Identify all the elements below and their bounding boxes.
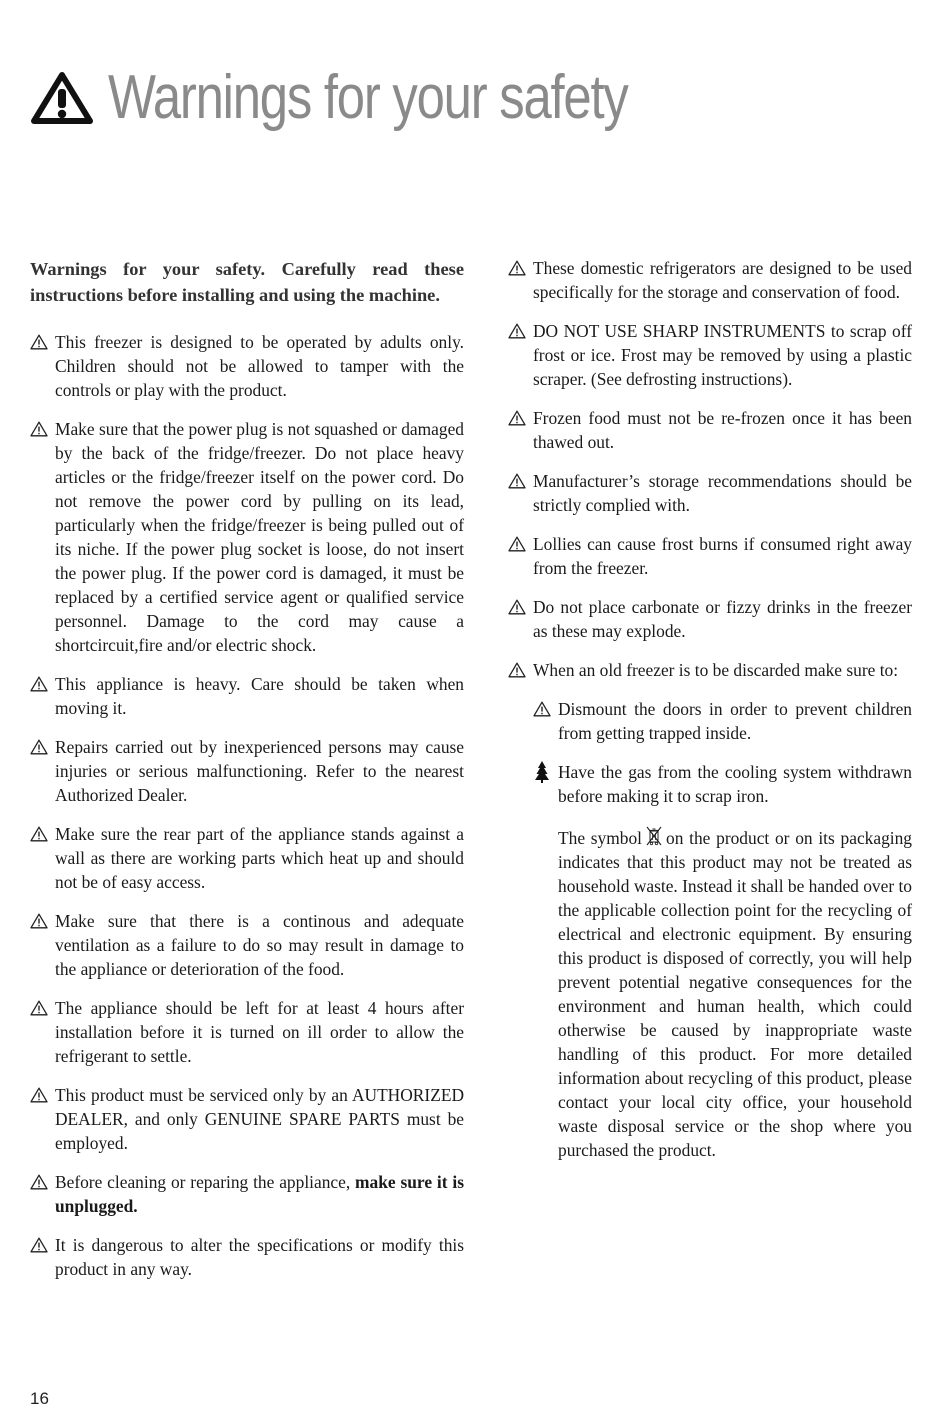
warning-text: This appliance is heavy. Care should be taken when moving it.: [55, 674, 464, 718]
page-number: 16: [30, 1389, 49, 1408]
disposal-note-text: on the product or on its packaging indicates that this product may not be treated as household waste. Instead it shall be handed over to the applicable collection point for the recycling of electrical and electronic equipment. By ensuring this product is disposed of correctly, you will help prevent potential negative consequences for the environment and human health, which could otherwise be caused by inappropriate waste handling of this product. For more detailed information about recycling of this product, please contact your local city office, your household waste disposal service or the shop where you purchased the product.: [558, 828, 913, 1160]
warning-item: [30, 672, 464, 720]
warning-text: Frozen food must not be re-frozen once it has been thawed out.: [533, 408, 912, 452]
warning-item: [30, 330, 464, 402]
sub-warning-item: [533, 760, 912, 808]
warning-triangle-icon: [508, 473, 526, 489]
warning-triangle-icon: [30, 421, 48, 437]
tree-icon: [535, 761, 549, 783]
warning-triangle-icon: [508, 599, 526, 615]
warning-item: [508, 319, 912, 391]
warning-text: When an old freezer is to be discarded make sure to:: [533, 660, 899, 680]
warning-triangle-icon: [30, 1000, 48, 1016]
warning-item: [508, 595, 912, 643]
warning-triangle-icon: [30, 676, 48, 692]
warning-item: [30, 735, 464, 807]
warning-text: Have the gas from the cooling system withdrawn before making it to scrap iron.: [558, 762, 912, 806]
warning-triangle-icon: [30, 1087, 48, 1103]
warning-item: [30, 1083, 464, 1155]
warning-text: It is dangerous to alter the specifications or modify this product in any way.: [55, 1235, 464, 1279]
right-column: [508, 256, 912, 1179]
warning-text: Make sure that the power plug is not squashed or damaged by the back of the fridge/freezer. Do not place heavy articles or the fridge/freezer itself on the power cord. Do not remove the power cord by pulling on its lead, particularly when the fridge/freezer is being pulled out of its niche. If the power plug socket is loose, do not insert the power plug. If the power cord is damaged, it must be replaced by a certified service agent or qualified service personnel. Damage to the cord may cause a shortcircuit,fire and/or electric shock.: [55, 419, 464, 655]
warning-item: [508, 256, 912, 304]
warning-text: Before cleaning or reparing the appliance,: [55, 1172, 356, 1192]
warning-text: Make sure that there is a continous and adequate ventilation as a failure to do so may result in damage to the appliance or deterioration of the food.: [55, 911, 464, 979]
warning-triangle-icon: [508, 662, 526, 678]
warning-item: [30, 1170, 464, 1218]
warning-triangle-icon: [508, 410, 526, 426]
warning-text: DO NOT USE SHARP INSTRUMENTS to scrap off frost or ice. Frost may be removed by using a plastic scraper. (See defrosting instructions).: [533, 321, 912, 389]
warning-triangle-icon: [30, 913, 48, 929]
warning-text: These domestic refrigerators are designed to be used specifically for the storage and conservation of food.: [533, 258, 912, 302]
intro-heading: Warnings for your safety. Carefully read these instructions before installing and using the machine.: [30, 259, 464, 305]
warning-item: [508, 469, 912, 517]
disposal-note-start: The symbol: [558, 828, 642, 848]
warning-item: [30, 822, 464, 894]
warning-item: [508, 406, 912, 454]
crossed-out-bin-icon: [646, 826, 662, 846]
disposal-note: [558, 826, 912, 1162]
warning-item: [30, 417, 464, 657]
warning-triangle-icon: [30, 1174, 48, 1190]
warning-text: Repairs carried out by inexperienced persons may cause injuries or serious malfunctioning. Refer to the nearest Authorized Dealer.: [55, 737, 464, 805]
page-title: Warnings for your safety: [108, 63, 628, 132]
warning-triangle-icon: [30, 1237, 48, 1253]
warning-item: [508, 658, 912, 682]
warning-text: Do not place carbonate or fizzy drinks in the freezer as these may explode.: [533, 597, 912, 641]
page-header: [30, 58, 742, 138]
warning-triangle-icon: [30, 739, 48, 755]
warning-triangle-icon: [508, 260, 526, 276]
warning-text: Lollies can cause frost burns if consumed right away from the freezer.: [533, 534, 912, 578]
warning-text: Manufacturer’s storage recommendations should be strictly complied with.: [533, 471, 912, 515]
warning-triangle-icon: [30, 334, 48, 350]
warning-triangle-icon: [533, 701, 551, 717]
warning-item: [30, 909, 464, 981]
warning-text: Dismount the doors in order to prevent children from getting trapped inside.: [558, 699, 912, 743]
warning-triangle-icon: [508, 536, 526, 552]
warning-emphasis: make sure it is unplugged.: [55, 1172, 464, 1216]
warning-triangle-icon: [30, 826, 48, 842]
warning-item: [30, 996, 464, 1068]
warning-text: This product must be serviced only by an AUTHORIZED DEALER, and only GENUINE SPARE PARTS must be employed.: [55, 1085, 464, 1153]
warning-item: [508, 532, 912, 580]
warning-triangle-icon: [508, 323, 526, 339]
warning-text: Make sure the rear part of the appliance stands against a wall as there are working parts which heat up and should not be of easy access.: [55, 824, 464, 892]
left-column: [30, 256, 464, 1296]
warning-text: The appliance should be left for at least 4 hours after installation before it is turned on ill order to allow the refrigerant to settle.: [55, 998, 464, 1066]
warning-item: [30, 1233, 464, 1281]
warning-text: This freezer is designed to be operated by adults only. Children should not be allowed to tamper with the controls or play with the product.: [55, 332, 464, 400]
warning-triangle-icon: [30, 70, 94, 126]
sub-warning-item: [533, 697, 912, 745]
